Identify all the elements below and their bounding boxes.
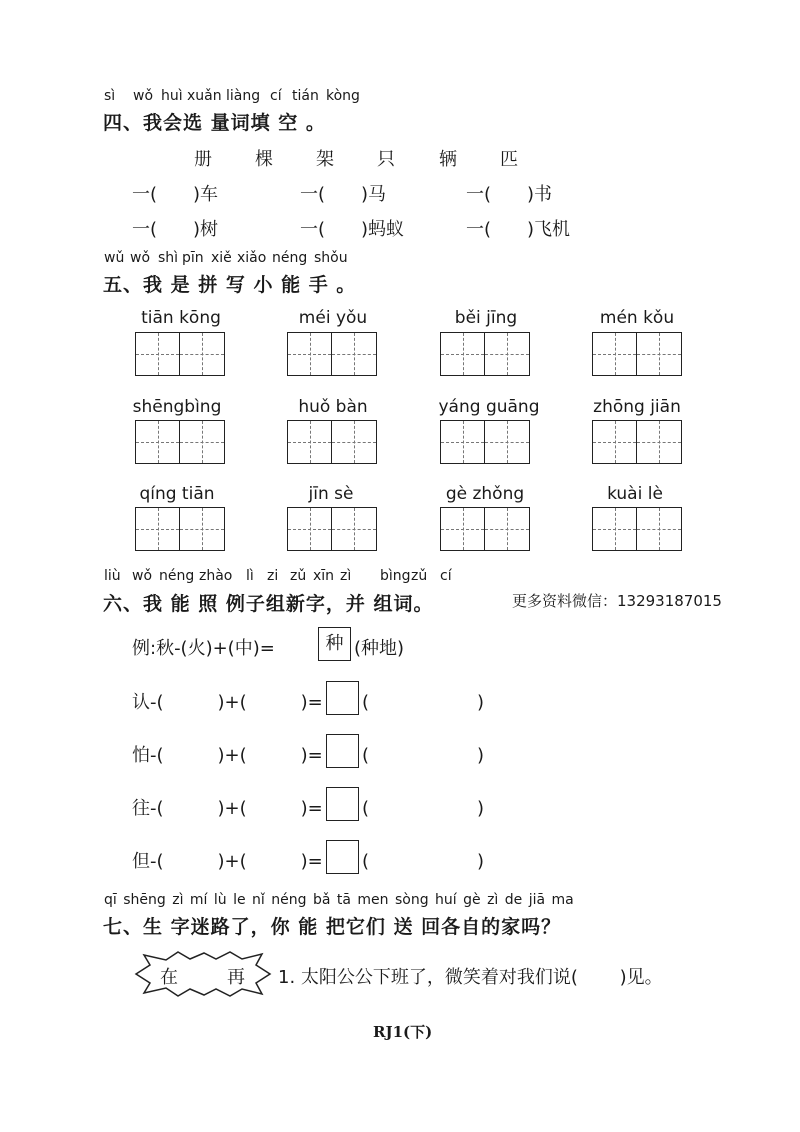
writing-grid[interactable] (287, 507, 377, 551)
word-pinyin: běi jīng (454, 308, 518, 328)
blank-book[interactable]: 一( )书 (466, 184, 553, 205)
word-pinyin: gè zhǒng (445, 484, 525, 504)
answer-box[interactable] (326, 681, 359, 715)
compose-row-dan: 但-( )+( )= (132, 851, 323, 872)
word-pinyin: yáng guāng (438, 397, 540, 417)
writing-grid[interactable] (135, 332, 225, 376)
section7-pinyin: qī shēng zì mí lù le nǐ néng bǎ tā men sòng huí gè zì de jiā ma (104, 892, 574, 908)
example-row: 例:秋-(火)+(中)= (132, 638, 275, 659)
writing-grid[interactable] (592, 332, 682, 376)
example-word: (种地) (354, 638, 405, 659)
word-pinyin: qíng tiān (139, 484, 215, 504)
answer-box[interactable] (326, 734, 359, 768)
word-pinyin: mén kǒu (599, 308, 675, 328)
section5-title: 五、我 是 拼 写 小 能 手 。 (103, 274, 357, 296)
word-blank[interactable]: ( ) (362, 798, 485, 819)
word-blank[interactable]: ( ) (362, 745, 485, 766)
writing-grid[interactable] (135, 507, 225, 551)
writing-grid[interactable] (592, 420, 682, 464)
compose-row-wang: 往-( )+( )= (132, 798, 323, 819)
writing-grid[interactable] (287, 420, 377, 464)
writing-grid[interactable] (440, 507, 530, 551)
compose-row-pa: 怕-( )+( )= (132, 745, 323, 766)
word-pinyin: kuài lè (607, 484, 663, 504)
burst-char[interactable]: 在 (160, 967, 178, 988)
blank-plane[interactable]: 一( )飞机 (466, 219, 571, 240)
blank-tree[interactable]: 一( )树 (132, 219, 219, 240)
writing-grid[interactable] (135, 420, 225, 464)
word-pinyin: shēngbìng (132, 397, 222, 417)
section6-title: 六、我 能 照 例子组新字，并 组词。 (103, 593, 434, 615)
burst-char[interactable]: 再 (227, 967, 245, 988)
section4-title: 四、我会选 量词填 空 。 (103, 112, 326, 134)
word-blank[interactable]: ( ) (362, 692, 485, 713)
page-footer: RJ1(下) (373, 1023, 433, 1041)
example-answer-box: 种 (318, 627, 351, 661)
starburst-shape (128, 951, 278, 997)
wechat-note: 更多资料微信：13293187015 (512, 592, 722, 610)
blank-ant[interactable]: 一( )蚂蚁 (300, 219, 405, 240)
word-pinyin: tiān kōng (141, 308, 221, 328)
writing-grid[interactable] (440, 420, 530, 464)
question-1: 1. 太阳公公下班了，微笑着对我们说( )见。 (278, 967, 663, 988)
blank-horse[interactable]: 一( )马 (300, 184, 387, 205)
compose-row-ren: 认-( )+( )= (132, 692, 323, 713)
section7-title: 七、生 字迷路了，你 能 把它们 送 回各自的家吗？ (103, 916, 562, 938)
writing-grid[interactable] (440, 332, 530, 376)
answer-box[interactable] (326, 840, 359, 874)
word-pinyin: zhōng jiān (593, 397, 681, 417)
word-blank[interactable]: ( ) (362, 851, 485, 872)
blank-car[interactable]: 一( )车 (132, 184, 219, 205)
word-pinyin: huǒ bàn (298, 397, 368, 417)
writing-grid[interactable] (592, 507, 682, 551)
writing-grid[interactable] (287, 332, 377, 376)
word-pinyin: méi yǒu (298, 308, 368, 328)
answer-box[interactable] (326, 787, 359, 821)
word-pinyin: jīn sè (308, 484, 354, 504)
